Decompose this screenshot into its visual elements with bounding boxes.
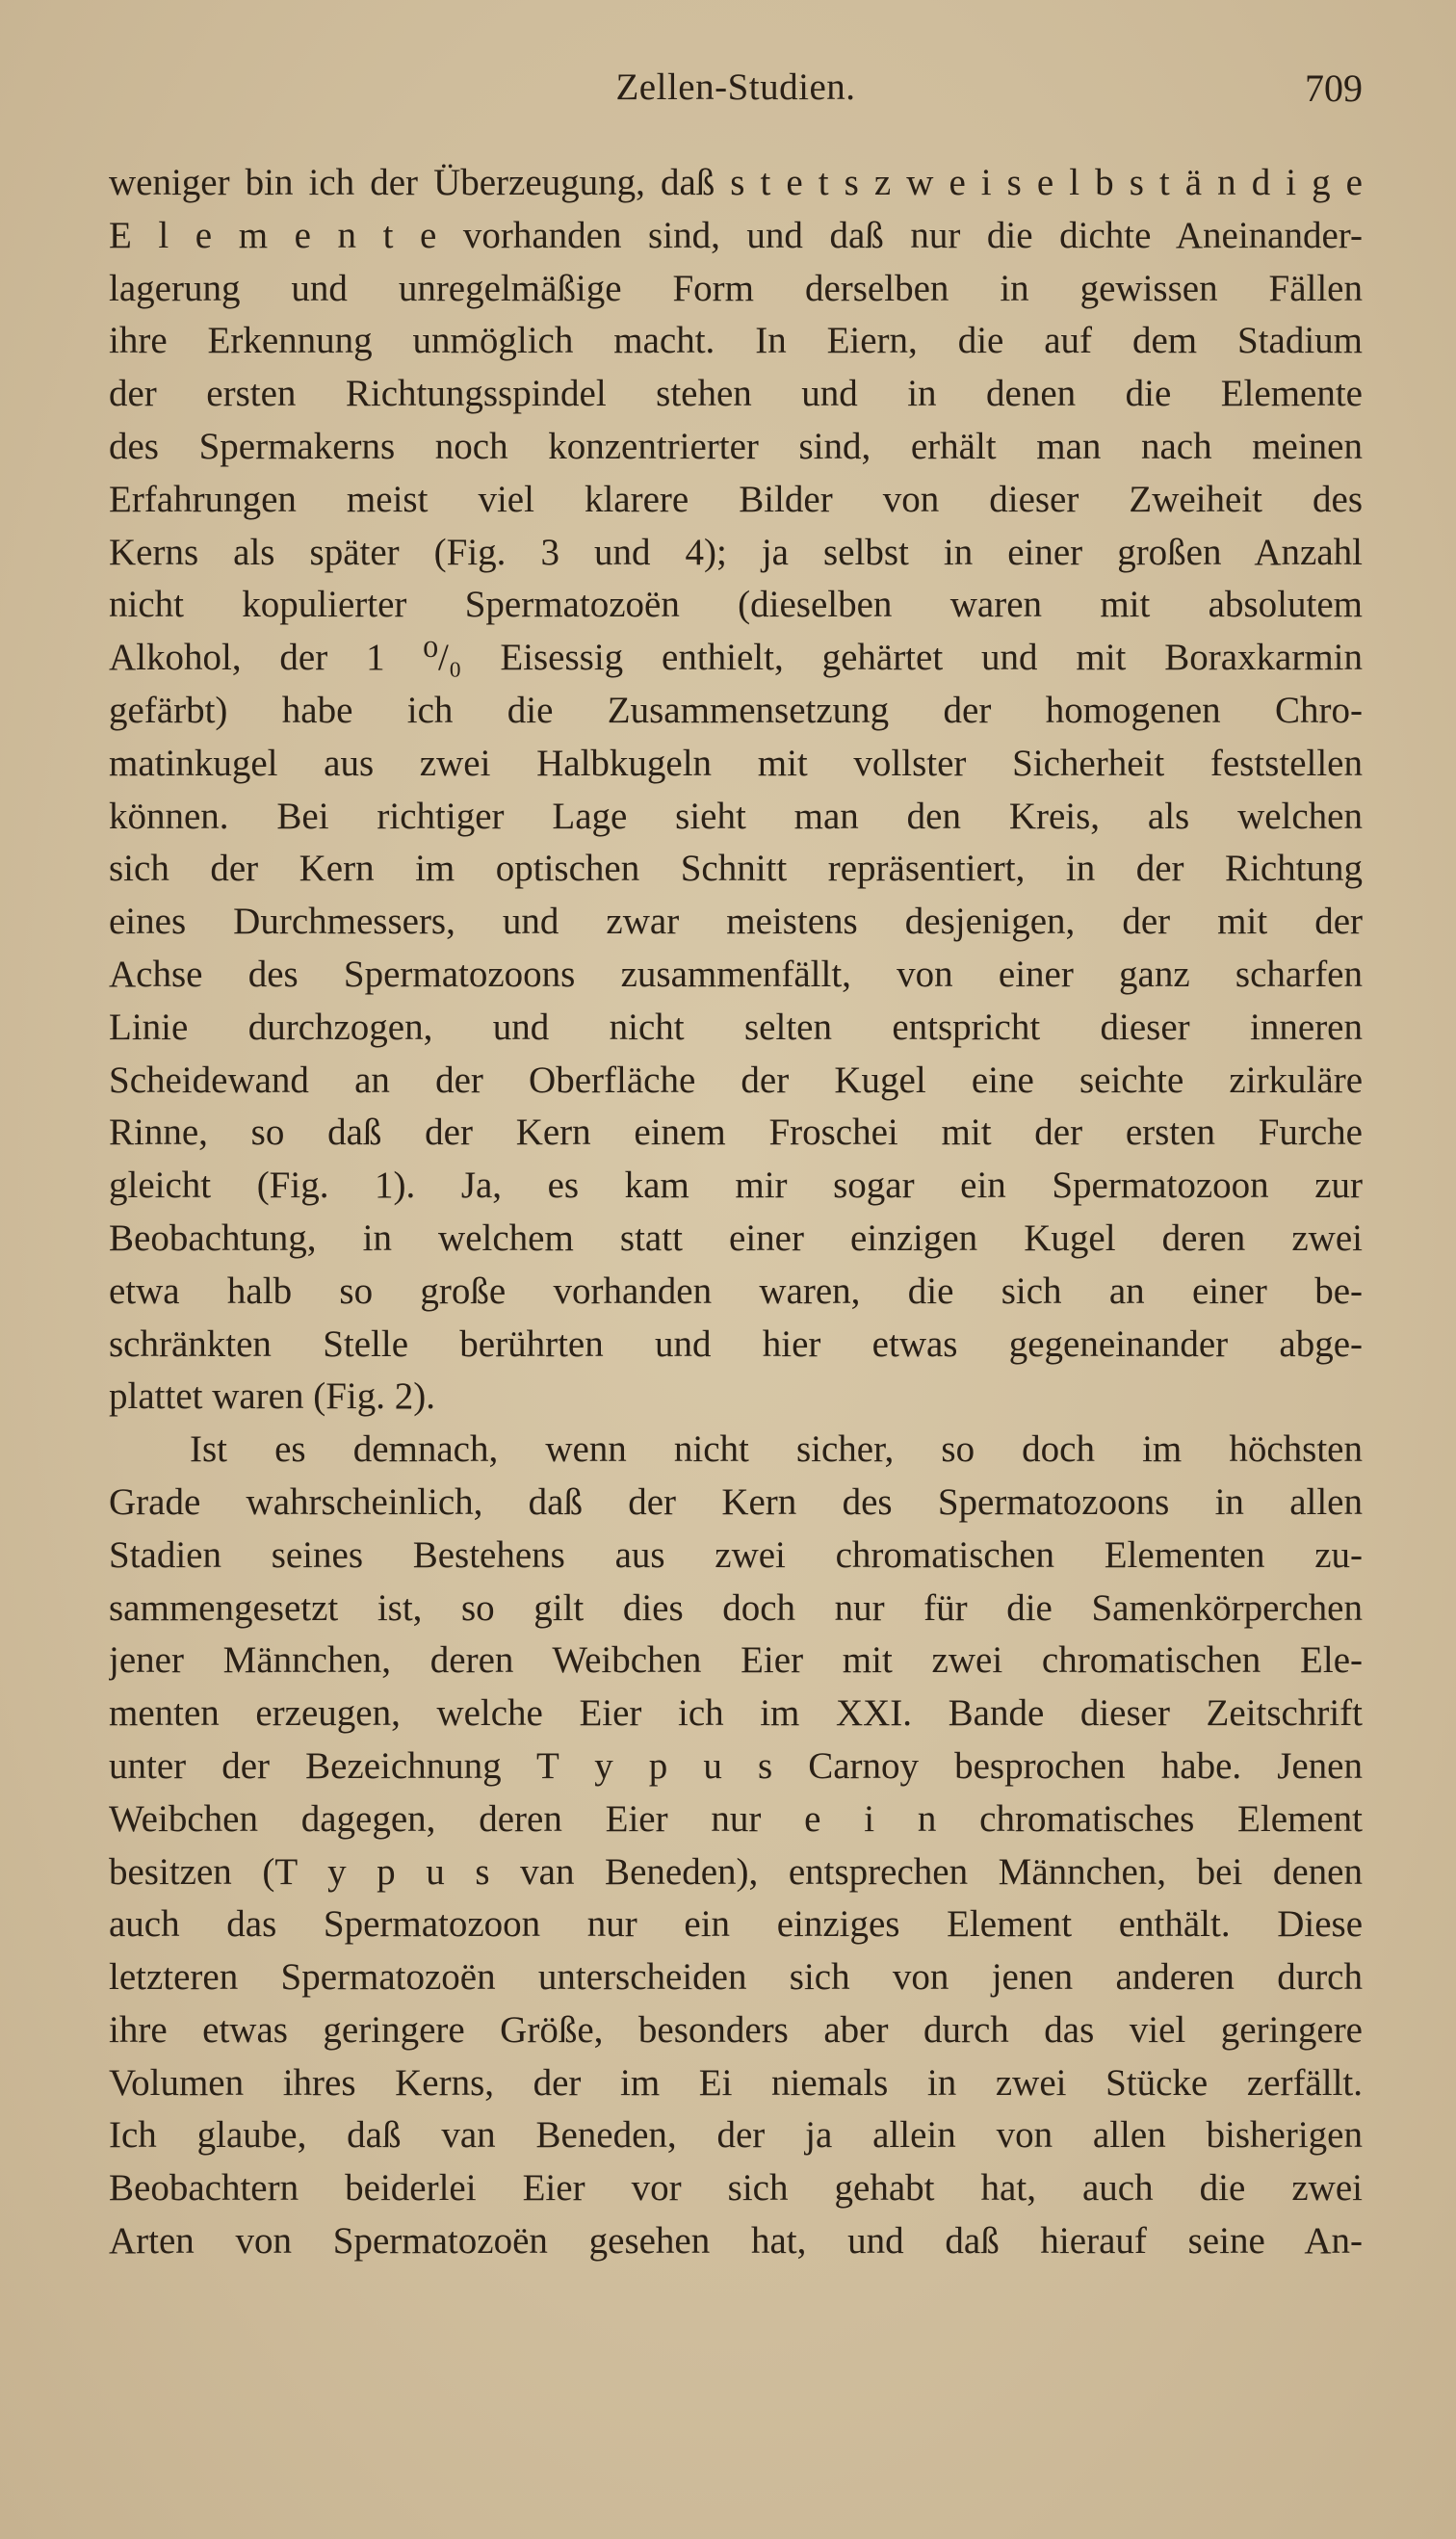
text-line: können. Bei richtiger Lage sieht man den Kreis, als welchen — [109, 795, 1363, 837]
text-line: sammengesetzt ist, so gilt dies doch nur für die Samenkörperchen — [109, 1586, 1363, 1629]
text-line: etwa halb so große vorhanden waren, die sich an einer be- — [109, 1270, 1363, 1312]
text-line: Scheidewand an der Oberfläche der Kugel eine seichte zirkuläre — [109, 1059, 1363, 1101]
text-line: menten erzeugen, welche Eier ich im XXI. Bande dieser Zeitschrift — [109, 1692, 1363, 1735]
text-line: Grade wahrscheinlich, daß der Kern des Spermatozoons in allen — [109, 1480, 1363, 1523]
text-line: besitzen (T y p u s van Beneden), entsprechen Männchen, bei denen — [109, 1850, 1363, 1893]
page-header — [109, 65, 1363, 119]
paragraph — [109, 157, 1363, 1424]
text-line: letzteren Spermatozoën unterscheiden sich von jenen anderen durch — [109, 1956, 1363, 1999]
text-line: schränkten Stelle berührten und hier etwas gegeneinander abge- — [109, 1322, 1363, 1365]
text-line: lagerung und unregelmäßige Form derselben in gewissen Fällen — [109, 267, 1363, 309]
text-line: sich der Kern im optischen Schnitt repräsentiert, in der Richtung — [109, 848, 1363, 890]
text-line: ihre Erkennung unmöglich macht. In Eiern, die auf dem Stadium — [109, 320, 1363, 362]
text-line: Weibchen dagegen, deren Eier nur e i n chromatisches Element — [109, 1797, 1363, 1840]
text-line: des Spermakerns noch konzentrierter sind, erhält man nach meinen — [109, 425, 1363, 467]
text-line: eines Durchmessers, und zwar meistens desjenigen, der mit der — [109, 901, 1363, 943]
text-line: Kerns als später (Fig. 3 und 4); ja selbst in einer großen Anzahl — [109, 531, 1363, 573]
text-line: Beobachtung, in welchem statt einer einzigen Kugel deren zwei — [109, 1217, 1363, 1259]
text-line: Linie durchzogen, und nicht selten entspricht dieser inneren — [109, 1006, 1363, 1048]
text-line: E l e m e n t e vorhanden sind, und daß nur die dichte Aneinander- — [109, 214, 1363, 256]
text-line: Alkohol, der 1 ⁰/₀ Eisessig enthielt, gehärtet und mit Boraxkarmin — [109, 637, 1363, 679]
text-line: Achse des Spermatozoons zusammenfällt, von einer ganz scharfen — [109, 953, 1363, 995]
running-title: Zellen-Studien. — [615, 66, 856, 108]
text-line: Arten von Spermatozoën gesehen hat, und daß hierauf seine An- — [109, 2220, 1363, 2263]
paragraph — [109, 1424, 1363, 2268]
text-line: Ist es demnach, wenn nicht sicher, so doch im höchsten — [190, 1428, 1363, 1471]
text-line: matinkugel aus zwei Halbkugeln mit vollster Sicherheit feststellen — [109, 742, 1363, 784]
text-line: Erfahrungen meist viel klarere Bilder von dieser Zweiheit des — [109, 478, 1363, 520]
text-line: unter der Bezeichnung T y p u s Carnoy besprochen habe. Jenen — [109, 1744, 1363, 1787]
text-line: plattet waren (Fig. 2). — [109, 1375, 435, 1418]
text-line: nicht kopulierter Spermatozoën (dieselben waren mit absolutem — [109, 584, 1363, 626]
text-line: gleicht (Fig. 1). Ja, es kam mir sogar ein Spermatozoon zur — [109, 1165, 1363, 1207]
body-text — [109, 157, 1363, 2268]
text-line: ihre etwas geringere Größe, besonders aber durch das viel geringere — [109, 2008, 1363, 2051]
text-line: gefärbt) habe ich die Zusammensetzung der homogenen Chro- — [109, 689, 1363, 731]
text-line: weniger bin ich der Überzeugung, daß s t e t s z w e i s e l b s t ä n d i g e — [109, 162, 1363, 203]
text-line: auch das Spermatozoon nur ein einziges Element enthält. Diese — [109, 1903, 1363, 1946]
text-line: Volumen ihres Kerns, der im Ei niemals in zwei Stücke zerfällt. — [109, 2061, 1363, 2104]
text-line: der ersten Richtungsspindel stehen und in denen die Elemente — [109, 373, 1363, 415]
text-line: jener Männchen, deren Weibchen Eier mit zwei chromatischen Ele- — [109, 1639, 1363, 1682]
text-line: Stadien seines Bestehens aus zwei chromatischen Elementen zu- — [109, 1533, 1363, 1576]
text-line: Ich glaube, daß van Beneden, der ja allein von allen bisherigen — [109, 2114, 1363, 2157]
text-line: Beobachtern beiderlei Eier vor sich gehabt hat, auch die zwei — [109, 2167, 1363, 2210]
page-number: 709 — [1305, 66, 1363, 110]
text-line: Rinne, so daß der Kern einem Froschei mit der ersten Furche — [109, 1112, 1363, 1154]
